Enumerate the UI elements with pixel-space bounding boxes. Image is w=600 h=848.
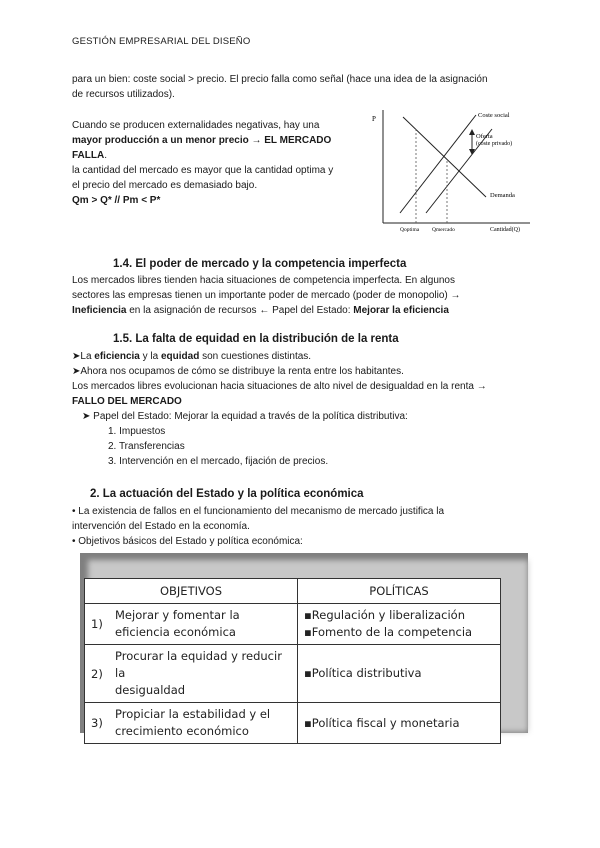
bullet-efficiency-equity <box>72 349 487 364</box>
policy-line-1: ▪Política fiscal y monetaria <box>304 715 460 730</box>
externality-bold-b: FALLA <box>72 150 105 161</box>
chart-label-social-cost: Coste social <box>478 112 510 119</box>
externality-formula: Qm > Q* // Pm < P* <box>72 195 161 206</box>
header-objectives: OBJETIVOS <box>85 579 298 604</box>
section-2-line-1: • La existencia de fallos en el funcionamiento del mecanismo de mercado justifica la <box>72 506 445 517</box>
objectives-policies-table <box>84 578 501 744</box>
section-1-4-line-1: Los mercados libres tienden hacia situaciones de competencia imperfecta. En algunos <box>72 275 455 286</box>
section-1-4-line-3 <box>72 303 461 318</box>
objective-cell <box>109 604 298 645</box>
section-2-line-3: • Objetivos básicos del Estado y política económica: <box>72 536 303 547</box>
policy-cell <box>298 703 501 744</box>
chart-label-supply: Oferta <box>476 133 493 140</box>
objective-cell <box>109 645 298 703</box>
table-header-row <box>85 579 501 604</box>
externality-line-1: Cuando se producen externalidades negativas, hay una <box>72 120 320 131</box>
bullet-state-role: ➤ Papel del Estado: Mejorar la equidad a través de la política distributiva: <box>82 411 408 422</box>
policy-line-1: ▪Regulación y liberalización <box>304 608 465 622</box>
efficiency-term: eficiencia <box>94 351 140 362</box>
policy-line-2: ▪Fomento de la competencia <box>304 625 473 639</box>
row-number: 3) <box>85 703 110 744</box>
objective-line-2: eficiencia económica <box>115 625 236 639</box>
bullet-1-prefix: ➤La <box>72 351 95 362</box>
section-heading-1-5: 1.5. La falta de equidad en la distribución de la renta <box>113 333 399 345</box>
list-item: 2. Transferencias <box>108 441 185 452</box>
equity-term: equidad <box>161 351 200 362</box>
chart-tick-optimal: Qoptima <box>400 227 420 233</box>
bullet-income-distribution: ➤Ahora nos ocupamos de cómo se distribuye la renta entre los habitantes. <box>72 366 404 377</box>
market-failure-label: FALLO DEL MERCADO <box>72 396 182 407</box>
bullet-1-suffix: son cuestiones distintas. <box>199 351 312 362</box>
externality-line-5: el precio del mercado es demasiado bajo. <box>72 180 258 191</box>
policy-cell <box>298 645 501 703</box>
objective-line-1: Propiciar la estabilidad y el <box>115 707 271 721</box>
chart-x-label: Cantidad(Q) <box>490 227 520 233</box>
bullet-1-mid: y la <box>139 351 161 362</box>
list-item: 3. Intervención en el mercado, fijación de precios. <box>108 456 329 467</box>
chart-arrow-tail <box>469 129 475 135</box>
section-heading-2: 2. La actuación del Estado y la política económica <box>90 488 364 500</box>
chart-tick-market: Qmercado <box>432 227 455 233</box>
objective-cell <box>109 703 298 744</box>
table-row <box>85 604 501 645</box>
policy-cell <box>298 604 501 645</box>
inefficiency-term: Ineficiencia <box>72 305 127 316</box>
table-row <box>85 645 501 703</box>
intro-line-1: para un bien: coste social > precio. El precio falla como señal (hace una idea de la asignación <box>72 74 488 85</box>
row-number: 1) <box>85 604 110 645</box>
externality-chart <box>368 105 533 235</box>
objective-line-2: desigualdad <box>115 683 186 697</box>
intro-paragraph <box>72 72 488 102</box>
section-2-line-2: intervención del Estado en la economía. <box>72 521 250 532</box>
row-number: 2) <box>85 645 110 703</box>
chart-label-supply-note: (coste privado) <box>476 141 513 147</box>
section-1-4-line-2: sectores las empresas tienen un importante poder de mercado (poder de monopolio) → <box>72 290 461 301</box>
intro-line-2: de recursos utilizados). <box>72 89 175 100</box>
header-policies: POLÍTICAS <box>298 579 501 604</box>
chart-label-demand: Demanda <box>490 192 515 199</box>
chart-curve-demand <box>403 117 486 197</box>
section-heading-1-4: 1.4. El poder de mercado y la competencia imperfecta <box>113 258 407 270</box>
list-item: 1. Impuestos <box>108 426 166 437</box>
section-1-4-body <box>72 273 461 318</box>
section-1-4-line-3-mid: en la asignación de recursos ← Papel del Estado: <box>126 305 354 316</box>
section-1-5-body <box>72 349 487 469</box>
section-1-5-line-3: Los mercados libres evolucionan hacia situaciones de alto nivel de desigualdad en la renta → <box>72 381 487 392</box>
table-row <box>85 703 501 744</box>
objective-line-2: crecimiento económico <box>115 724 249 738</box>
externality-paragraph <box>72 118 362 208</box>
section-2-body <box>72 504 444 549</box>
page-header: GESTIÓN EMPRESARIAL DEL DISEÑO <box>72 36 251 47</box>
policy-list <box>72 424 487 469</box>
chart-y-label: P <box>372 115 376 123</box>
improve-efficiency-term: Mejorar la eficiencia <box>353 305 449 316</box>
externality-bold-a: mayor producción a un menor precio → EL MERCADO <box>72 135 332 146</box>
policy-line-1: ▪Política distributiva <box>304 666 422 680</box>
objective-line-1: Mejorar y fomentar la <box>115 608 240 622</box>
externality-bold-b-line: FALLA. <box>72 150 107 161</box>
externality-line-4: la cantidad del mercado es mayor que la cantidad optima y <box>72 165 334 176</box>
objective-line-1: Procurar la equidad y reducir la <box>115 649 282 680</box>
